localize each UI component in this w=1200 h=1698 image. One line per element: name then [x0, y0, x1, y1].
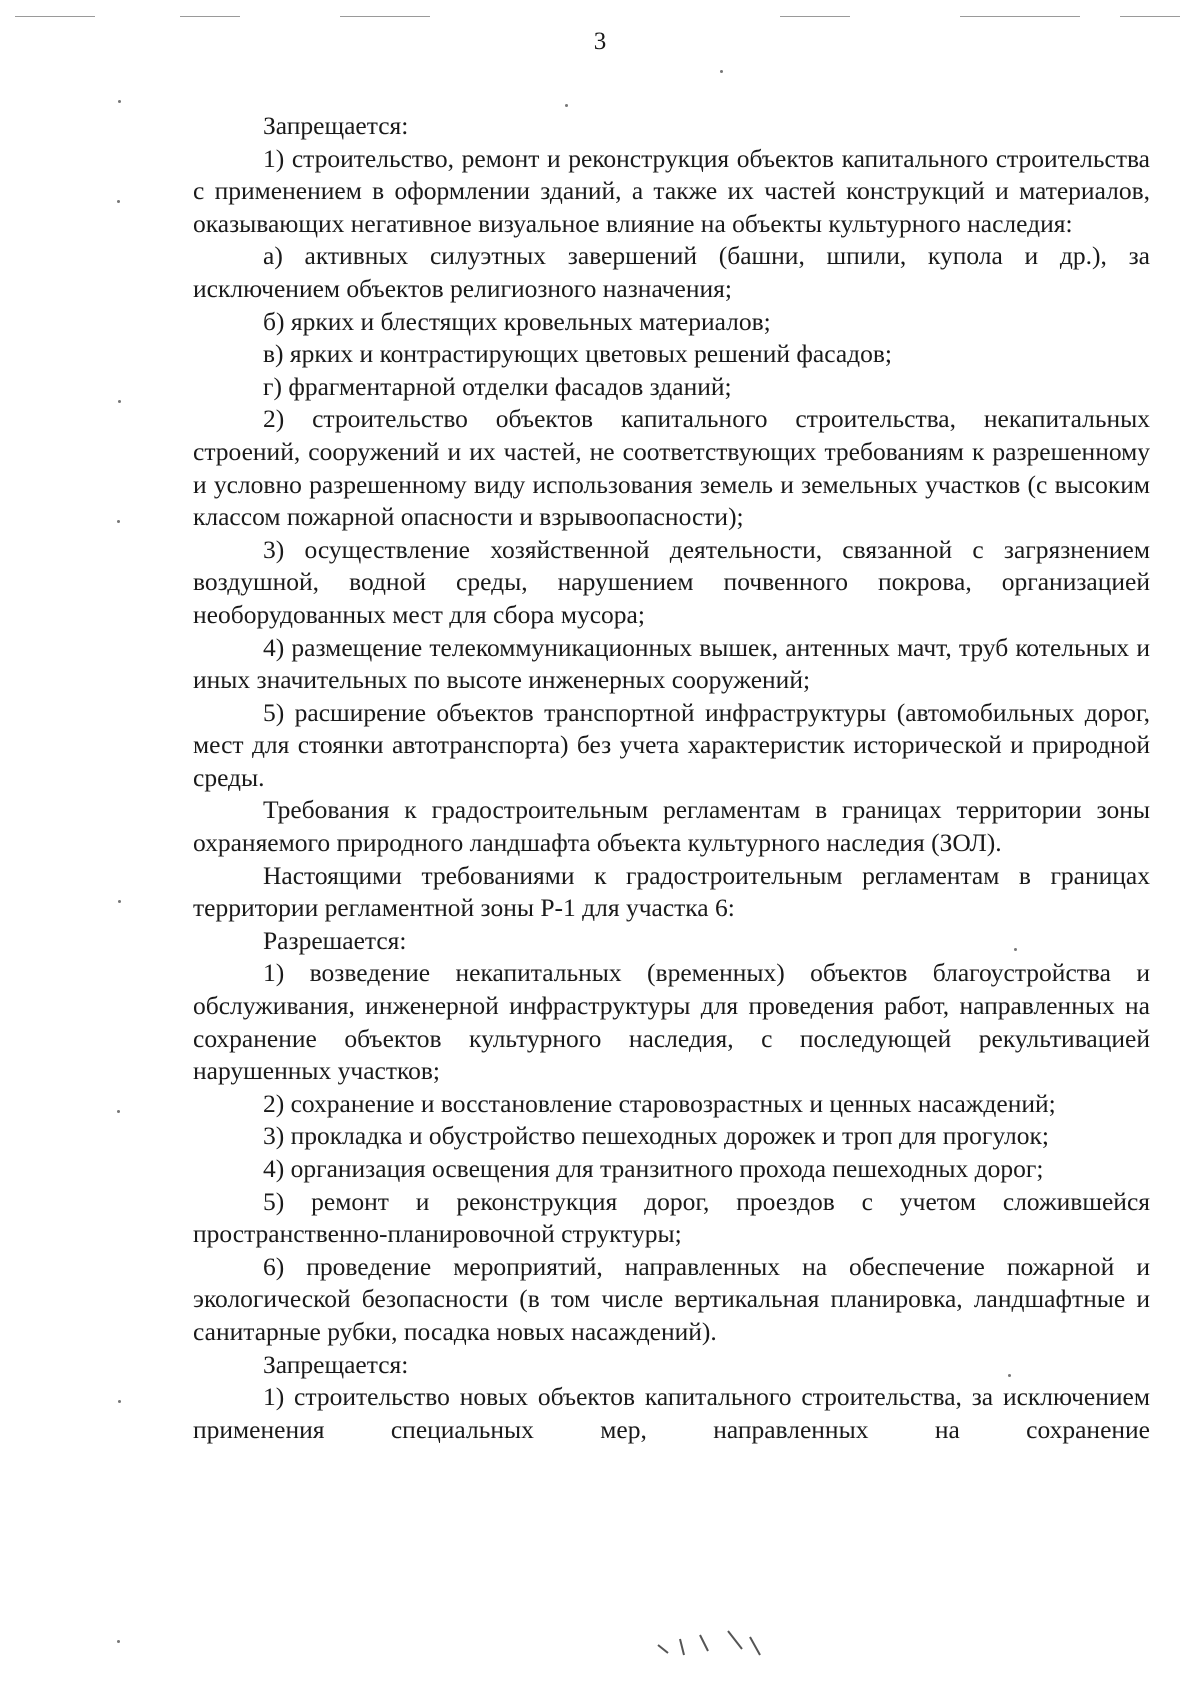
paragraph: Разрешается:: [263, 925, 407, 955]
scan-artifact: [340, 16, 430, 17]
scan-artifact: [118, 900, 121, 903]
paragraph: Требования к градостроительным регламентам в границах территории зоны охраняемого природного ландшафта объекта культурного наследия (ЗОЛ).: [193, 795, 1150, 858]
paragraph: 2) строительство объектов капитального строительства, некапитальных строений, сооружений и их частей, не соответствующих требованиям к разрешенному и условно разрешенному виду использования земель и земельных участков (с высоким классом пожарной опасности и взрывоопасности);: [193, 404, 1150, 532]
scan-artifact: [118, 100, 121, 103]
paragraph: 1) строительство, ремонт и реконструкция объектов капитального строительства с применением в оформлении зданий, а также их частей конструкций и материалов, оказывающих негативное визуальное влияние на объекты культурного наследия:: [193, 143, 1150, 238]
paragraph: 2) сохранение и восстановление старовозрастных и ценных насаждений;: [263, 1088, 1056, 1118]
scan-artifact: [1120, 16, 1180, 17]
scan-artifact: [780, 16, 850, 17]
paragraph: 5) ремонт и реконструкция дорог, проездов с учетом сложившейся пространственно-планировочной структуры;: [193, 1186, 1150, 1249]
paragraph: 1) строительство новых объектов капитального строительства, за исключением применения специальных мер, направленных на сохранение: [193, 1382, 1150, 1444]
paragraph: 4) размещение телекоммуникационных вышек, антенных мачт, труб котельных и иных значительных по высоте инженерных сооружений;: [193, 632, 1150, 695]
paragraph: б) ярких и блестящих кровельных материалов;: [263, 306, 771, 336]
scan-artifact: [117, 1110, 120, 1113]
paragraph: 5) расширение объектов транспортной инфраструктуры (автомобильных дорог, мест для стоянки автотранспорта) без учета характеристик исторической и природной среды.: [193, 697, 1150, 792]
paragraph: а) активных силуэтных завершений (башни, шпили, купола и др.), за исключением объектов религиозного назначения;: [193, 241, 1150, 303]
paragraph: Настоящими требованиями к градостроительным регламентам в границах территории регламентной зоны Р-1 для участка 6:: [193, 860, 1150, 923]
paragraph: 6) проведение мероприятий, направленных на обеспечение пожарной и экологической безопасности (в том числе вертикальная планировка, ландшафтные и санитарные рубки, посадка новых насаждений).: [193, 1251, 1150, 1346]
document-body: [193, 110, 1150, 1446]
paragraph: 3) осуществление хозяйственной деятельности, связанной с загрязнением воздушной, водной среды, нарушением почвенного покрова, организацией необорудованных мест для сбора мусора;: [193, 534, 1150, 629]
scan-artifact: [118, 400, 121, 403]
paragraph: Запрещается:: [263, 111, 409, 140]
paragraph: 1) возведение некапитальных (временных) объектов благоустройства и обслуживания, инженерной инфраструктуры для проведения работ, направленных на сохранение объектов культурного наследия, с последующей рекультивацией нарушенных участков;: [193, 958, 1150, 1086]
paragraph: в) ярких и контрастирующих цветовых решений фасадов;: [263, 339, 892, 369]
stamp-mark: [650, 1625, 790, 1665]
scan-artifact: [15, 16, 95, 17]
paragraph: 3) прокладка и обустройство пешеходных дорожек и троп для прогулок;: [263, 1121, 1049, 1151]
paragraph: Запрещается:: [263, 1349, 409, 1379]
scan-artifact: [960, 16, 1080, 17]
scan-artifact: [720, 70, 723, 73]
scan-artifact: [117, 200, 120, 203]
page-number: 3: [593, 28, 607, 55]
scan-artifact: [117, 520, 120, 523]
scan-artifact: [117, 1640, 120, 1643]
scan-artifact: [565, 104, 568, 107]
paragraph: 4) организация освещения для транзитного прохода пешеходных дорог;: [263, 1154, 1044, 1183]
scan-artifact: [180, 16, 240, 17]
scan-artifact: [118, 1400, 121, 1403]
paragraph: г) фрагментарной отделки фасадов зданий;: [263, 371, 732, 401]
